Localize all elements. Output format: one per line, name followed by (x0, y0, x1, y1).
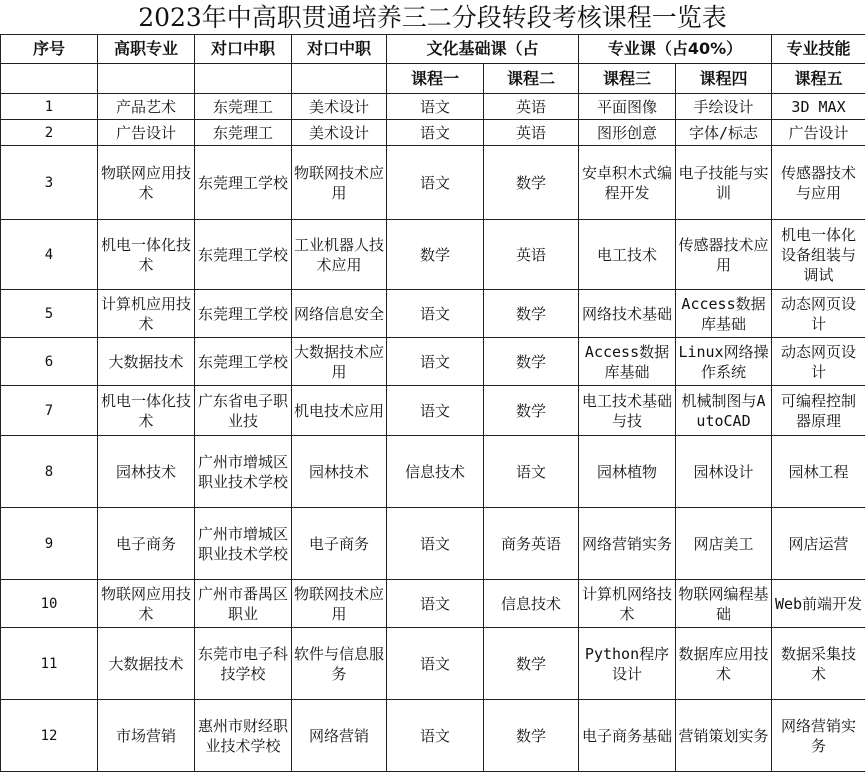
row-number: 5 (1, 290, 98, 338)
col-course2: 课程二 (484, 64, 579, 94)
row-course4: 机械制图与AutoCAD (676, 386, 772, 436)
row-course2: 数学 (484, 386, 579, 436)
blank-cell (1, 64, 98, 94)
row-number: 7 (1, 386, 98, 436)
page-title: 2023年中高职贯通培养三二分段转段考核课程一览表 (138, 3, 727, 32)
row-major: 机电一体化技术 (98, 386, 195, 436)
row-course2: 数学 (484, 700, 579, 772)
row-course2: 英语 (484, 120, 579, 146)
row-vocational: 网络信息安全 (292, 290, 387, 338)
row-course1: 语文 (387, 338, 484, 386)
row-course5: 数据采集技术 (772, 628, 865, 700)
row-course2: 信息技术 (484, 580, 579, 628)
table-row (1, 580, 865, 628)
row-course5: 3D MAX (772, 94, 865, 120)
row-course3: 网络营销实务 (579, 508, 676, 580)
course-table (0, 34, 865, 772)
row-number: 4 (1, 220, 98, 290)
row-major: 机电一体化技术 (98, 220, 195, 290)
row-major: 产品艺术 (98, 94, 195, 120)
row-number: 9 (1, 508, 98, 580)
row-course4: 园林设计 (676, 436, 772, 508)
row-school: 广州市番禺区职业 (195, 580, 292, 628)
table-row (1, 508, 865, 580)
row-school: 东莞理工学校 (195, 146, 292, 220)
row-course2: 数学 (484, 338, 579, 386)
col-course5: 课程五 (772, 64, 865, 94)
row-school: 东莞理工学校 (195, 220, 292, 290)
row-course3: Access数据库基础 (579, 338, 676, 386)
row-school: 惠州市财经职业技术学校 (195, 700, 292, 772)
row-course3: Python程序设计 (579, 628, 676, 700)
row-major: 大数据技术 (98, 628, 195, 700)
row-course4: Access数据库基础 (676, 290, 772, 338)
col-skill-group: 专业技能 (772, 35, 865, 64)
row-number: 11 (1, 628, 98, 700)
table-row (1, 94, 865, 120)
row-course3: 网络技术基础 (579, 290, 676, 338)
row-course5: 网店运营 (772, 508, 865, 580)
table-row (1, 146, 865, 220)
row-number: 2 (1, 120, 98, 146)
row-major: 广告设计 (98, 120, 195, 146)
row-course4: 数据库应用技术 (676, 628, 772, 700)
row-vocational: 网络营销 (292, 700, 387, 772)
row-major: 计算机应用技术 (98, 290, 195, 338)
row-course2: 英语 (484, 94, 579, 120)
row-number: 12 (1, 700, 98, 772)
row-course5: 机电一体化设备组装与调试 (772, 220, 865, 290)
row-vocational: 软件与信息服务 (292, 628, 387, 700)
blank-cell (98, 64, 195, 94)
col-professional-group: 专业课（占40%） (579, 35, 772, 64)
row-course3: 园林植物 (579, 436, 676, 508)
col-culture-group: 文化基础课（占 (387, 35, 579, 64)
row-course5: 广告设计 (772, 120, 865, 146)
row-course5: 网络营销实务 (772, 700, 865, 772)
col-school: 对口中职 (195, 35, 292, 64)
row-number: 1 (1, 94, 98, 120)
row-course3: 电工技术 (579, 220, 676, 290)
row-course4: 网店美工 (676, 508, 772, 580)
row-course1: 信息技术 (387, 436, 484, 508)
row-vocational: 美术设计 (292, 94, 387, 120)
row-course1: 语文 (387, 120, 484, 146)
row-course2: 数学 (484, 628, 579, 700)
col-major: 高职专业 (98, 35, 195, 64)
col-course4: 课程四 (676, 64, 772, 94)
row-course1: 语文 (387, 628, 484, 700)
row-course1: 语文 (387, 94, 484, 120)
row-vocational: 工业机器人技术应用 (292, 220, 387, 290)
table-row (1, 290, 865, 338)
row-course2: 商务英语 (484, 508, 579, 580)
row-course2: 语文 (484, 436, 579, 508)
row-school: 广州市增城区职业技术学校 (195, 436, 292, 508)
row-vocational: 物联网技术应用 (292, 146, 387, 220)
row-course5: 传感器技术与应用 (772, 146, 865, 220)
row-course4: 手绘设计 (676, 94, 772, 120)
row-course3: 电子商务基础 (579, 700, 676, 772)
blank-cell (292, 64, 387, 94)
row-vocational: 美术设计 (292, 120, 387, 146)
row-course4: 传感器技术应用 (676, 220, 772, 290)
row-course1: 语文 (387, 386, 484, 436)
row-major: 电子商务 (98, 508, 195, 580)
row-course4: 营销策划实务 (676, 700, 772, 772)
row-course1: 语文 (387, 508, 484, 580)
header-row-1 (1, 35, 865, 64)
row-course1: 语文 (387, 700, 484, 772)
table-row (1, 338, 865, 386)
row-vocational: 机电技术应用 (292, 386, 387, 436)
row-vocational: 大数据技术应用 (292, 338, 387, 386)
blank-cell (195, 64, 292, 94)
row-course3: 平面图像 (579, 94, 676, 120)
table-row (1, 220, 865, 290)
row-major: 物联网应用技术 (98, 580, 195, 628)
row-course4: 字体/标志 (676, 120, 772, 146)
row-course5: Web前端开发 (772, 580, 865, 628)
row-major: 市场营销 (98, 700, 195, 772)
row-course2: 数学 (484, 146, 579, 220)
row-course1: 数学 (387, 220, 484, 290)
row-course1: 语文 (387, 146, 484, 220)
row-course5: 动态网页设计 (772, 290, 865, 338)
row-course4: 物联网编程基础 (676, 580, 772, 628)
table-row (1, 386, 865, 436)
table-row (1, 628, 865, 700)
col-seq: 序号 (1, 35, 98, 64)
row-course1: 语文 (387, 580, 484, 628)
row-course5: 园林工程 (772, 436, 865, 508)
row-school: 东莞理工学校 (195, 338, 292, 386)
row-school: 东莞理工 (195, 94, 292, 120)
row-course3: 计算机网络技术 (579, 580, 676, 628)
row-school: 东莞理工学校 (195, 290, 292, 338)
table-row (1, 436, 865, 508)
table-row (1, 700, 865, 772)
row-course3: 图形创意 (579, 120, 676, 146)
row-school: 东莞市电子科技学校 (195, 628, 292, 700)
row-course3: 电工技术基础与技 (579, 386, 676, 436)
row-school: 广州市增城区职业技术学校 (195, 508, 292, 580)
row-course5: 可编程控制器原理 (772, 386, 865, 436)
col-vocational: 对口中职 (292, 35, 387, 64)
row-major: 大数据技术 (98, 338, 195, 386)
col-course1: 课程一 (387, 64, 484, 94)
row-number: 6 (1, 338, 98, 386)
row-number: 8 (1, 436, 98, 508)
row-course3: 安卓积木式编程开发 (579, 146, 676, 220)
row-course4: Linux网络操作系统 (676, 338, 772, 386)
row-number: 3 (1, 146, 98, 220)
row-number: 10 (1, 580, 98, 628)
row-major: 园林技术 (98, 436, 195, 508)
row-vocational: 园林技术 (292, 436, 387, 508)
row-course2: 数学 (484, 290, 579, 338)
col-course3: 课程三 (579, 64, 676, 94)
table-row (1, 120, 865, 146)
row-vocational: 电子商务 (292, 508, 387, 580)
header-row-2 (1, 64, 865, 94)
row-course2: 英语 (484, 220, 579, 290)
row-major: 物联网应用技术 (98, 146, 195, 220)
row-school: 东莞理工 (195, 120, 292, 146)
row-course5: 动态网页设计 (772, 338, 865, 386)
row-vocational: 物联网技术应用 (292, 580, 387, 628)
row-course4: 电子技能与实训 (676, 146, 772, 220)
row-school: 广东省电子职业技 (195, 386, 292, 436)
row-course1: 语文 (387, 290, 484, 338)
